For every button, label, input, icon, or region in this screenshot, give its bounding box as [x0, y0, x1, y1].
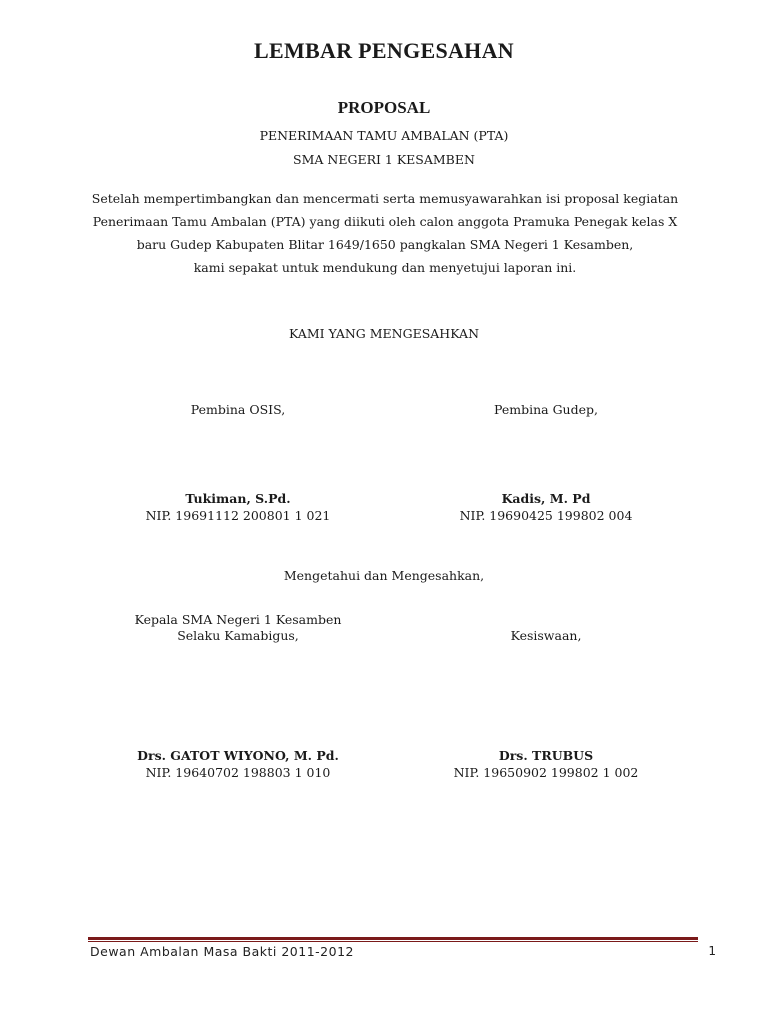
event-name: PENERIMAAN TAMU AMBALAN (PTA) [259, 128, 509, 143]
signer-right-name: Kadis, M. Pd [501, 491, 591, 506]
signer-student-affairs-role: Kesiswaan, [510, 628, 582, 643]
signer-student-affairs-name: Drs. TRUBUS [498, 748, 594, 763]
footer-rule [88, 937, 698, 940]
paragraph-line: kami sepakat untuk mendukung dan menyetujui laporan ini. [193, 260, 577, 275]
paragraph-line: Setelah mempertimbangkan dan mencermati serta memusyawarahkan isi proposal kegiatan [91, 191, 679, 206]
signer-left-role: Pembina OSIS, [190, 402, 286, 417]
signer-head-name: Drs. GATOT WIYONO, M. Pd. [137, 748, 339, 763]
signer-left-name: Tukiman, S.Pd. [185, 491, 291, 506]
document-subtitle: PROPOSAL [337, 98, 431, 117]
footer-rule-thin [88, 941, 698, 942]
signer-right-nip: NIP. 19690425 199802 004 [459, 508, 633, 523]
signer-head-role-line1: Kepala SMA Negeri 1 Kesamben [134, 612, 342, 627]
footer-text: Dewan Ambalan Masa Bakti 2011-2012 [90, 944, 354, 959]
school-name: SMA NEGERI 1 KESAMBEN [293, 152, 475, 167]
approval-heading: KAMI YANG MENGESAHKAN [288, 326, 480, 341]
signer-head-role-line2: Selaku Kamabigus, [177, 628, 299, 643]
document-title: LEMBAR PENGESAHAN [254, 38, 514, 63]
signer-right-role: Pembina Gudep, [494, 402, 598, 417]
paragraph-line: Penerimaan Tamu Ambalan (PTA) yang diikuti oleh calon anggota Pramuka Penegak kelas X [92, 214, 678, 229]
signer-student-affairs-nip: NIP. 19650902 199802 1 002 [453, 765, 639, 780]
approval-paragraph [80, 187, 690, 279]
acknowledge-heading: Mengetahui dan Mengesahkan, [283, 568, 485, 583]
signer-left-nip: NIP. 19691112 200801 1 021 [145, 508, 331, 523]
paragraph-line: baru Gudep Kabupaten Blitar 1649/1650 pangkalan SMA Negeri 1 Kesamben, [136, 237, 634, 252]
page-number: 1 [708, 944, 716, 958]
signer-head-nip: NIP. 19640702 198803 1 010 [145, 765, 331, 780]
